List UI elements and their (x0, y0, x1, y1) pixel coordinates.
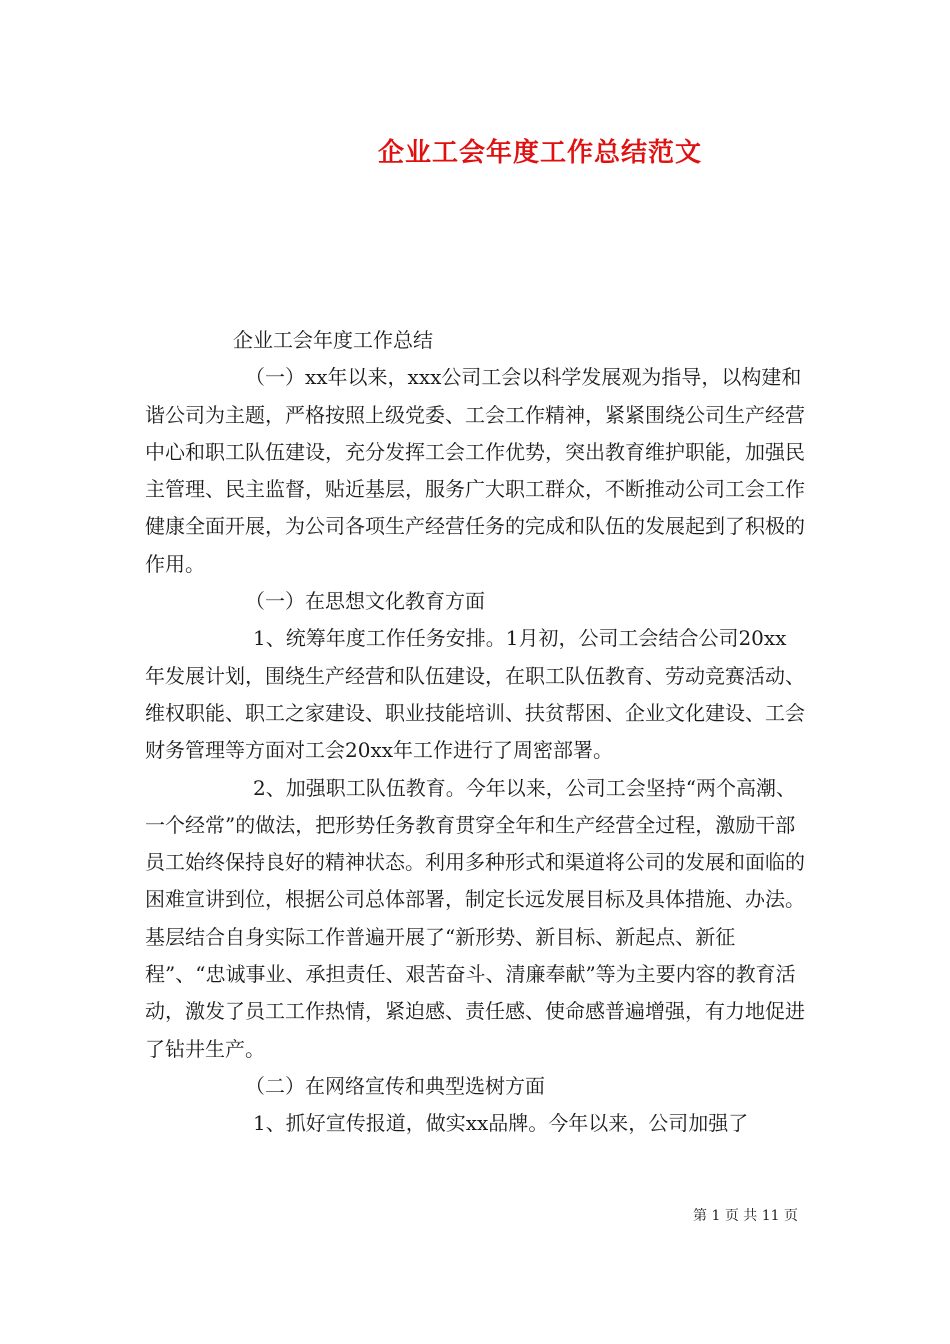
section-heading-1: （一）在思想文化教育方面 (245, 589, 485, 614)
paragraph-item-1: 1、统筹年度工作任务安排。1月初，公司工会结合公司20xx年发展计划，围绕生产经营和队伍建设，在职工队伍教育、劳动竞赛活动、维权职能、职工之家建设、职业技能培训、扶贫帮困、企业文化建设、工会财务管理等方面对工会20xx年工作进行了周密部署。 (145, 626, 805, 763)
document-title: 企业工会年度工作总结范文 (377, 138, 702, 168)
paragraph-intro: （一）xx年以来，xxx公司工会以科学发展观为指导，以构建和谐公司为主题，严格按照上级党委、工会工作精神，紧紧围绕公司生产经营中心和职工队伍建设，充分发挥工会工作优势，突出教育维护职能，加强民主管理、民主监督，贴近基层，服务广大职工群众，不断推动公司工会工作健康全面开展，为公司各项生产经营任务的完成和队伍的发展起到了积极的作用。 (145, 365, 805, 576)
page-number: 第 1 页 共 11 页 (693, 1208, 798, 1224)
paragraph-item-3: 1、抓好宣传报道，做实xx品牌。今年以来，公司加强了 (253, 1111, 749, 1136)
section-heading: 企业工会年度工作总结 (233, 328, 433, 352)
document-body (145, 322, 805, 1143)
paragraph-item-2: 2、加强职工队伍教育。今年以来，公司工会坚持“两个高潮、一个经常”的做法，把形势任务教育贯穿全年和生产经营全过程，激励干部员工始终保持良好的精神状态。利用多种形式和渠道将公司的发展和面临的困难宣讲到位，根据公司总体部署，制定长远发展目标及具体措施、办法。基层结合自身实际工作普遍开展了“新形势、新目标、新起点、新征程”、“忠诚事业、承担责任、艰苦奋斗、清廉奉献”等为主要内容的教育活动，激发了员工工作热情，紧迫感、责任感、使命感普遍增强，有力地促进了钻井生产。 (145, 775, 805, 1061)
section-heading-2: （二）在网络宣传和典型选树方面 (245, 1073, 545, 1098)
